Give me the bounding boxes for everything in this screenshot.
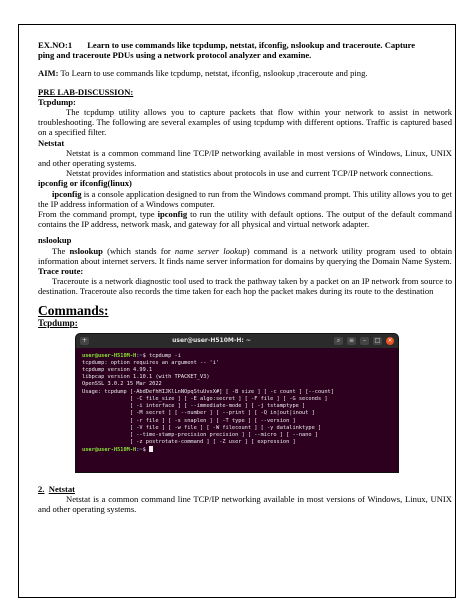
terminal-command: $ tcpdump -i	[142, 352, 181, 359]
terminal-prompt-suffix: $	[142, 447, 149, 454]
tcpdump-heading: Tcpdump:	[38, 96, 76, 107]
minimize-icon[interactable]: –	[360, 337, 369, 345]
exercise-number: EX.NO:1	[38, 40, 73, 50]
section2-heading	[38, 484, 452, 494]
terminal-prompt-user: user@user-H510M-H	[82, 352, 137, 359]
terminal-final-prompt	[82, 446, 392, 454]
ipconfig-text-1: is a console application designed to run from the Windows command prompt. This utility allows you to get the IP address information of a Windows computer.	[38, 188, 452, 209]
netstat-heading: Netstat	[38, 137, 65, 148]
tcpdump-description: The tcpdump utility allows you to capture packets that flow within your network to assist in network troubleshooting. The following are several examples of using tcpdump with different options. Traffic is captured based on a specified filter.	[38, 107, 452, 138]
nslookup-term: nslookup	[69, 245, 103, 256]
new-tab-icon[interactable]: +	[81, 336, 88, 344]
ipconfig-text-2a: From the command prompt, type	[38, 209, 158, 220]
document-content	[38, 40, 452, 514]
terminal-output-line: libpcap version 1.10.1 (with TPACKET_V3)	[82, 374, 210, 381]
menu-icon[interactable]: ≡	[348, 336, 355, 344]
traceroute-description: Traceroute is a network diagnostic tool used to track the pathway taken by a packet on an IP network from source to destination. Traceroute also records the time taken for each hop the packet makes during its route to the destination	[38, 276, 452, 297]
terminal-output-line: [ -z postrotate-command ] [ -Z user ] [ expression ]	[82, 439, 296, 446]
terminal-prompt-user: user@user-H510M-H	[82, 447, 137, 454]
terminal-output-line: [ -M secret ] [ --number ] [ --print ] [ -Q in|out|inout ]	[82, 410, 315, 417]
titlebar-right	[334, 337, 394, 345]
section2-title: Netstat	[48, 483, 75, 494]
titlebar-left	[80, 337, 89, 345]
ipconfig-heading: ipconfig or ifconfig(linux)	[38, 178, 132, 189]
terminal-body[interactable]	[76, 348, 398, 460]
terminal-window-title: user@user-H510M-H: ~	[172, 337, 251, 345]
ipconfig-description-2	[38, 209, 452, 229]
ipconfig-term-2: ipconfig	[157, 209, 188, 220]
ipconfig-term: ipconfig	[52, 188, 82, 199]
traceroute-heading: Trace route:	[38, 266, 84, 277]
maximize-icon[interactable]: □	[374, 336, 381, 344]
section2-number: 2.	[38, 483, 45, 494]
close-icon[interactable]: ×	[387, 336, 393, 344]
terminal-prompt-path: :~	[136, 447, 143, 454]
commands-heading: Commands:	[38, 302, 109, 318]
aim-text: To Learn to use commands like tcpdump, netstat, ifconfig, nslookup ,traceroute and ping.	[58, 68, 368, 79]
terminal-output-line: [ -i interface ] [ --immediate-mode ] [ -j tstamptype ]	[82, 403, 306, 410]
terminal-titlebar	[76, 334, 398, 348]
nslookup-text-e: ) command is a network utility program used to obtain information about internet servers. It finds name server information for domains by querying the Domain Name System.	[38, 245, 453, 266]
terminal-screenshot	[76, 334, 398, 472]
netstat-description-2: Netstat provides information and statistics about protocols in use and current TCP/IP network connections.	[66, 168, 434, 179]
terminal-command-line	[82, 353, 392, 360]
commands-tcpdump-heading: Tcpdump:	[38, 317, 78, 328]
terminal-output-line: [ -r file ] [ -s snaplen ] [ -T type ] [ --version ]	[82, 417, 296, 424]
nslookup-text-c: (which stands for	[102, 245, 175, 256]
nslookup-italic: name server lookup	[174, 245, 247, 256]
netstat-description-1: Netstat is a common command line TCP/IP networking available in most versions of Windows, Linux, UNIX and other operating systems.	[38, 147, 452, 169]
section2-text: Netstat is a common command line TCP/IP networking available in most versions of Windows, Linux, UNIX and other operating systems.	[38, 493, 452, 515]
nslookup-description	[38, 246, 452, 266]
exercise-title-line1: Learn to use commands like tcpdump, netstat, ifconfig, nslookup and traceroute. Capture	[87, 40, 416, 50]
terminal-cursor	[149, 446, 153, 452]
terminal-output-line: [ -C file_size ] [ -E algo:secret ] [ -F file ] [ -G seconds ]	[82, 395, 328, 402]
nslookup-heading: nslookup	[38, 235, 72, 246]
exercise-title	[38, 40, 452, 50]
terminal-output-line: tcpdump: option requires an argument -- 'i'	[82, 359, 220, 366]
terminal-output-line: Usage: tcpdump [-AbdDefhHIJKlLnNOpqStuUvxX#] [ -B size ] [ -c count ] [--count]	[82, 388, 334, 395]
terminal-output-line: [ --time-stamp-precision precision ] [ --micro ] [ --nano ]	[82, 431, 318, 438]
terminal-output-line: tcpdump version 4.99.1	[82, 367, 153, 374]
nslookup-text-a: The	[52, 245, 70, 256]
aim-label: AIM:	[38, 68, 59, 79]
terminal-output-line: OpenSSL 3.0.2 15 Mar 2022	[82, 381, 162, 388]
search-icon[interactable]: ⌕	[334, 337, 343, 345]
ipconfig-description-1	[38, 189, 452, 209]
exercise-title-line2: ping and traceroute PDUs using a network protocol analyzer and examine.	[38, 50, 312, 61]
terminal-prompt-path: :~	[136, 352, 143, 359]
prelab-heading: PRE LAB-DISCUSSION:	[38, 86, 134, 97]
terminal-output-line: [ -V file ] [ -w file ] [ -W filecount ] [ -y datalinktype ]	[82, 424, 322, 431]
ipconfig-text-2c: to run the utility with default options. The output of the default command contains the IP address, network mask, and gateway for all physical and virtual network adapter.	[38, 209, 452, 230]
aim-paragraph	[38, 68, 452, 78]
